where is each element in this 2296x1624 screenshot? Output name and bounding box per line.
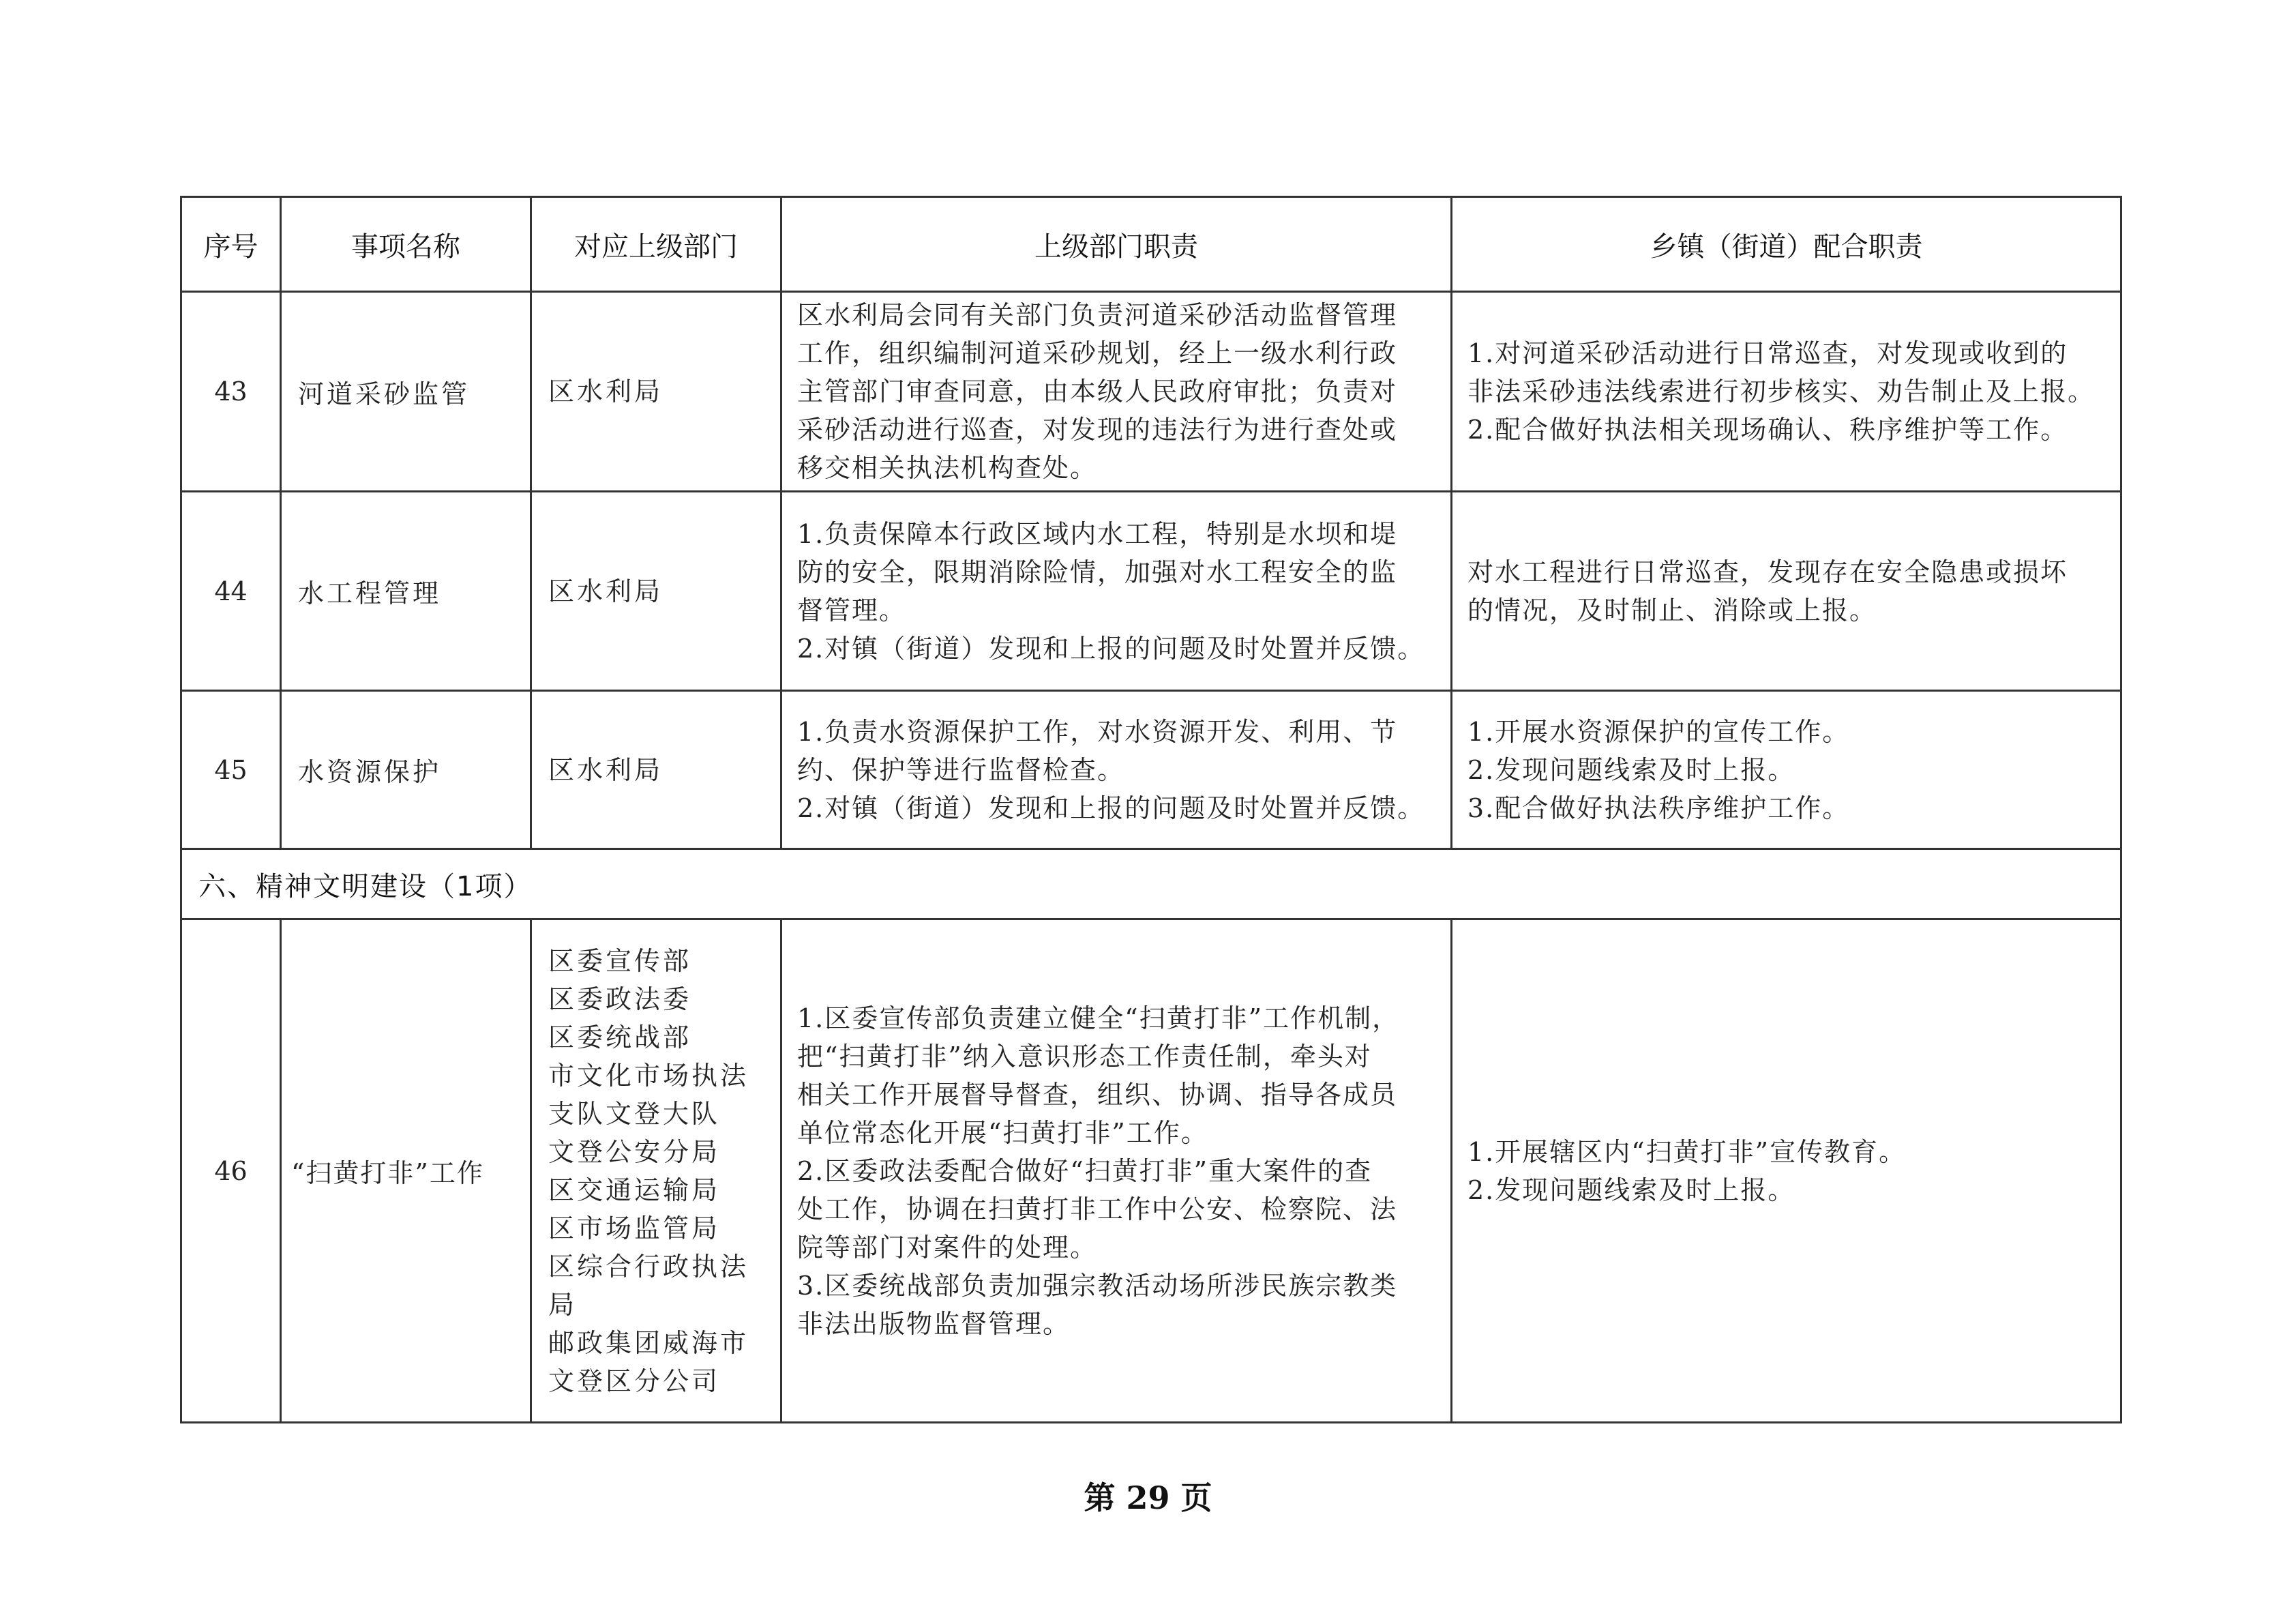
dept-line: 区委统战部 [548, 1022, 692, 1052]
dept-line: 支队文登大队 [548, 1098, 721, 1129]
table-header-row [181, 197, 2121, 292]
dept-line: 文登区分公司 [548, 1365, 721, 1396]
dept-line: 区委政法委 [548, 984, 692, 1014]
section-title: 六、精神文明建设（1项） [181, 849, 2121, 919]
table-row [181, 919, 2121, 1423]
duty-line: 非法出版物监督管理。 [797, 1308, 1071, 1339]
header-superior-duty: 上级部门职责 [781, 197, 1452, 292]
header-serial-no: 序号 [181, 197, 281, 292]
row-superior-duty [781, 691, 1452, 849]
row-serial-no: 46 [181, 919, 281, 1423]
row-superior-dept [531, 919, 781, 1423]
row-serial-no: 45 [181, 691, 281, 849]
coop-line: 3.配合做好执法秩序维护工作。 [1467, 793, 1850, 823]
duty-line: 工作，组织编制河道采砂规划，经上一级水利行政 [797, 338, 1398, 368]
table-row [181, 492, 2121, 691]
row-item-name: “扫黄打非”工作 [281, 919, 531, 1423]
coop-line: 2.发现问题线索及时上报。 [1467, 1175, 1795, 1205]
dept-line: 局 [548, 1289, 578, 1320]
duty-line: 2.对镇（街道）发现和上报的问题及时处置并反馈。 [797, 793, 1425, 823]
dept-line: 文登公安分局 [548, 1136, 721, 1167]
duty-line: 1.区委宣传部负责建立健全“扫黄打非”工作机制， [797, 1003, 1400, 1033]
coop-line: 2.配合做好执法相关现场确认、秩序维护等工作。 [1467, 415, 2068, 445]
duty-line: 2.对镇（街道）发现和上报的问题及时处置并反馈。 [797, 633, 1425, 664]
duty-line: 1.负责保障本行政区域内水工程，特别是水坝和堤 [797, 518, 1398, 549]
dept-line: 区综合行政执法 [548, 1251, 749, 1282]
header-superior-dept: 对应上级部门 [531, 197, 781, 292]
table-row [181, 691, 2121, 849]
row-town-coop-duty [1452, 292, 2121, 492]
duty-line: 单位常态化开展“扫黄打非”工作。 [797, 1117, 1208, 1148]
row-town-coop-duty [1452, 492, 2121, 691]
duty-line: 采砂活动进行巡查，对发现的违法行为进行查处或 [797, 415, 1398, 445]
row-serial-no: 43 [181, 292, 281, 492]
dept-line: 区水利局 [548, 576, 664, 606]
duty-line: 移交相关执法机构查处。 [797, 453, 1098, 483]
section-header-row [181, 849, 2121, 919]
table-row [181, 292, 2121, 492]
row-item-name: 河道采砂监管 [281, 292, 531, 492]
row-superior-duty [781, 492, 1452, 691]
dept-line: 市文化市场执法 [548, 1060, 749, 1091]
row-superior-duty [781, 292, 1452, 492]
dept-line: 区市场监管局 [548, 1213, 721, 1243]
duty-line: 院等部门对案件的处理。 [797, 1232, 1098, 1263]
coop-line: 的情况，及时制止、消除或上报。 [1467, 595, 1877, 625]
row-item-name: 水工程管理 [281, 492, 531, 691]
row-superior-duty [781, 919, 1452, 1423]
duty-line: 督管理。 [797, 595, 907, 625]
dept-line: 区交通运输局 [548, 1175, 721, 1205]
dept-line: 区水利局 [548, 754, 664, 785]
row-superior-dept [531, 492, 781, 691]
duty-line: 约、保护等进行监督检查。 [797, 754, 1125, 785]
duty-line: 区水利局会同有关部门负责河道采砂活动监督管理 [797, 300, 1398, 330]
header-item-name: 事项名称 [281, 197, 531, 292]
coop-line: 1.开展辖区内“扫黄打非”宣传教育。 [1467, 1136, 1907, 1167]
duty-line: 处工作，协调在扫黄打非工作中公安、检察院、法 [797, 1194, 1398, 1224]
duty-line: 2.区委政法委配合做好“扫黄打非”重大案件的查 [797, 1155, 1373, 1186]
coop-line: 1.开展水资源保护的宣传工作。 [1467, 716, 1850, 747]
duty-line: 相关工作开展督导督查，组织、协调、指导各成员 [797, 1079, 1398, 1110]
duty-line: 主管部门审查同意，由本级人民政府审批；负责对 [797, 377, 1398, 407]
row-item-name: 水资源保护 [281, 691, 531, 849]
dept-line: 区委宣传部 [548, 945, 692, 976]
row-superior-dept [531, 292, 781, 492]
row-serial-no: 44 [181, 492, 281, 691]
duty-line: 防的安全，限期消除险情，加强对水工程安全的监 [797, 557, 1398, 587]
page-number: 第 29 页 [1084, 1479, 1212, 1516]
dept-line: 邮政集团威海市 [548, 1327, 749, 1358]
duty-table [180, 196, 2122, 1423]
row-superior-dept [531, 691, 781, 849]
header-town-coop-duty: 乡镇（街道）配合职责 [1452, 197, 2121, 292]
coop-line: 对水工程进行日常巡查，发现存在安全隐患或损坏 [1467, 557, 2068, 587]
dept-line: 区水利局 [548, 377, 664, 407]
coop-line: 2.发现问题线索及时上报。 [1467, 754, 1795, 785]
coop-line: 1.对河道采砂活动进行日常巡查，对发现或收到的 [1467, 338, 2068, 368]
row-town-coop-duty [1452, 919, 2121, 1423]
row-town-coop-duty [1452, 691, 2121, 849]
duty-line: 3.区委统战部负责加强宗教活动场所涉民族宗教类 [797, 1270, 1398, 1301]
coop-line: 非法采砂违法线索进行初步核实、劝告制止及上报。 [1467, 377, 2096, 407]
duty-line: 1.负责水资源保护工作，对水资源开发、利用、节 [797, 716, 1398, 747]
duty-line: 把“扫黄打非”纳入意识形态工作责任制，牵头对 [797, 1041, 1372, 1072]
